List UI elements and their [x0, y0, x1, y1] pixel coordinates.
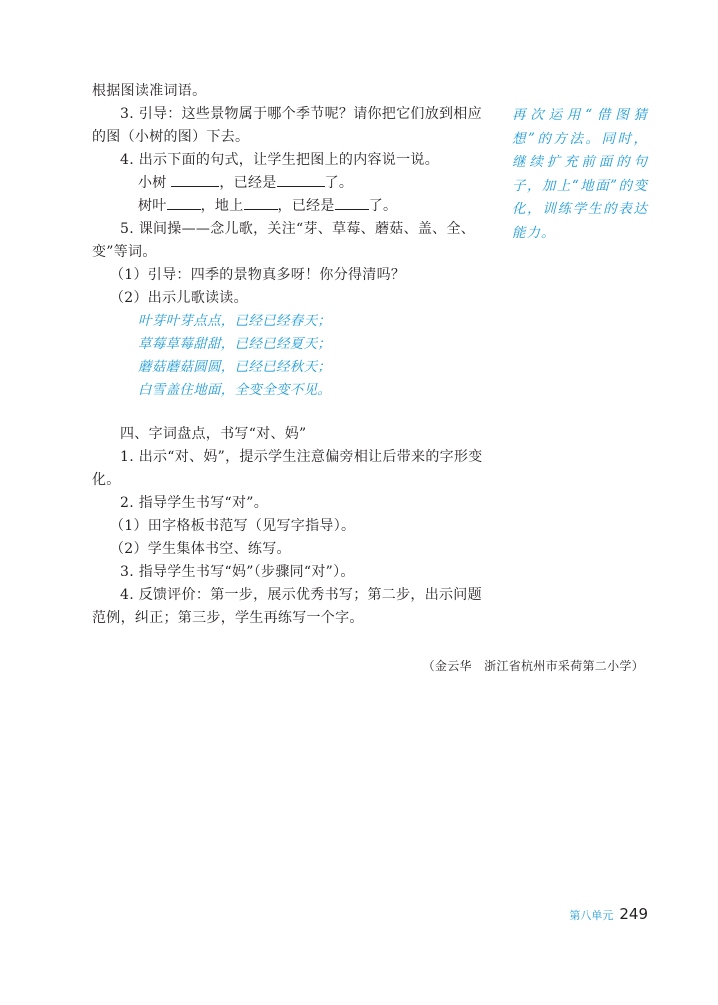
fill-blank — [277, 172, 325, 187]
fill-blank — [244, 195, 278, 210]
fill-blank — [167, 195, 201, 210]
sentence-pattern-2 — [92, 195, 484, 218]
paragraph: （1）田字格板书范写（见写字指导）。 — [110, 518, 356, 534]
margin-note-text: 再次运用“借图猜想”的方法。同时，继续扩充前面的句子，加上“地面”的变化，训练学生的表达能力。 — [512, 107, 648, 241]
fill-blank — [335, 195, 369, 210]
paragraph: 根据图读准词语。 — [92, 83, 207, 99]
main-text-column — [92, 80, 484, 630]
pattern-text: 了。 — [368, 198, 398, 214]
spacer — [92, 402, 484, 423]
paragraph: （2）学生集体书空、练写。 — [110, 541, 291, 557]
song-line: 蘑菇蘑菇圆圆，已经已经秋天； — [138, 359, 332, 375]
sentence-pattern-1 — [92, 172, 484, 195]
pattern-text: ，已经是 — [219, 175, 277, 191]
children-song — [92, 310, 484, 402]
song-line: 草莓草莓甜甜，已经已经夏天； — [138, 336, 332, 352]
paragraph: 2. 指导学生书写“对”。 — [120, 495, 269, 511]
paragraph: 4. 反馈评价：第一步，展示优秀书写；第二步，出示问题范例，纠正；第三步，学生再练写一个字。 — [92, 587, 482, 626]
section-heading: 四、字词盘点，书写“对、妈” — [120, 426, 307, 442]
pattern-text: 了。 — [324, 175, 354, 191]
paragraph: 3. 引导：这些景物属于哪个季节呢？请你把它们放到相应的图（小树的图）下去。 — [92, 106, 482, 145]
unit-label: 第八单元 — [569, 909, 614, 922]
paragraph: （2）出示儿歌读读。 — [110, 290, 248, 306]
pattern-text: 树叶 — [138, 198, 167, 214]
song-line: 叶芽叶芽点点，已经已经春天； — [138, 313, 332, 329]
page-footer — [569, 905, 648, 923]
pattern-text: 小树 — [138, 175, 167, 191]
paragraph: （1）引导：四季的景物真多呀！你分得清吗？ — [110, 267, 406, 283]
margin-note — [512, 104, 648, 245]
pattern-text: ，已经是 — [277, 198, 335, 214]
paragraph: 4. 出示下面的句式，让学生把图上的内容说一说。 — [120, 152, 440, 168]
paragraph: 1. 出示“对、妈”，提示学生注意偏旁相让后带来的字形变化。 — [92, 449, 483, 488]
song-line: 白雪盖住地面，全变全变不见。 — [138, 382, 332, 398]
author-credit: （金云华 浙江省杭州市采荷第二小学） — [422, 659, 644, 673]
paragraph: 5. 课间操——念儿歌，关注“芽、草莓、蘑菇、盖、全、变”等词。 — [92, 221, 476, 260]
paragraph: 3. 指导学生书写“妈”（步骤同“对”）。 — [120, 564, 355, 580]
pattern-text: ，地上 — [200, 198, 244, 214]
page-number: 249 — [619, 905, 648, 923]
fill-blank — [171, 172, 219, 187]
